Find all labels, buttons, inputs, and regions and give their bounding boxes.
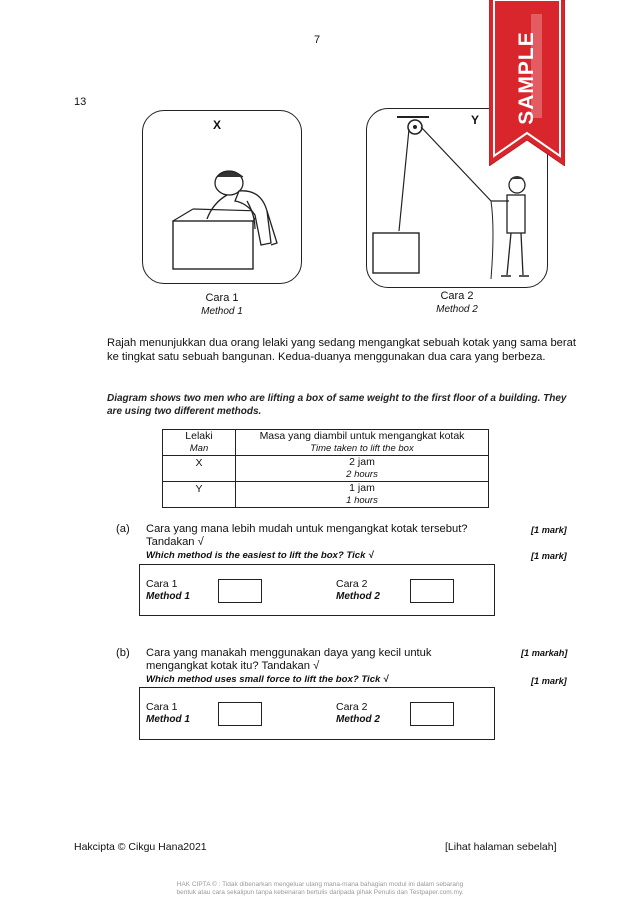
part-a-mark: [1 mark] [531, 525, 567, 535]
part-a-option-1-checkbox[interactable] [218, 579, 262, 603]
part-a-option-2-checkbox[interactable] [410, 579, 454, 603]
table-header-row [163, 430, 489, 456]
part-a-label: (a) [116, 523, 130, 535]
table-row [163, 456, 489, 482]
figure-panel-x [142, 110, 302, 284]
part-b-option-2-checkbox[interactable] [410, 702, 454, 726]
part-b-question-en: Which method uses small force to lift the box? Tick √ [146, 674, 389, 685]
figure-x-label: X [213, 118, 222, 132]
part-a-option-1-label: Cara 1 Method 1 [146, 578, 190, 602]
figure-x-caption: Cara 1 Method 1 [201, 292, 243, 317]
part-b-label: (b) [116, 647, 130, 659]
part-b-mark-en: [1 mark] [531, 676, 567, 686]
part-b-question: Cara yang manakah menggunakan daya yang kecil untuk mengangkat kotak itu? Tandakan √ [146, 647, 432, 672]
header-time: Masa yang diambil untuk mengangkat kotak Time taken to lift the box [236, 430, 489, 456]
cell-time: 2 jam 2 hours [236, 456, 489, 482]
page-number: 7 [314, 34, 321, 46]
next-page-text: [Lihat halaman sebelah] [445, 841, 557, 853]
copyright-text: Hakcipta © Cikgu Hana2021 [74, 841, 207, 853]
sample-watermark [489, 0, 565, 166]
part-a-answer-box [139, 564, 495, 616]
part-a-option-2-label: Cara 2 Method 2 [336, 578, 380, 602]
time-table [162, 429, 489, 508]
sample-watermark-text: SAMPLE [515, 31, 538, 125]
fine-print: HAK CIPTA © : Tidak dibenarkan mengeluar ulang mana-mana bahagian modul ini dalam sebarang bentuk atau cara sekalipun tanpa kebenaran bertulis daripada pihak Penulis dan Testpaper.com.my. [176, 881, 464, 896]
intro-text-en: Diagram shows two men who are lifting a box of same weight to the first floor of a building. They are using two different methods. [107, 393, 567, 417]
part-a-question-en: Which method is the easiest to lift the box? Tick √ [146, 550, 374, 561]
part-b-mark: [1 markah] [521, 648, 568, 658]
header-man: Lelaki Man [163, 430, 236, 456]
part-a-mark-en: [1 mark] [531, 551, 567, 561]
figure-y-label: Y [471, 113, 480, 127]
intro-text: Rajah menunjukkan dua orang lelaki yang sedang mengangkat sebuah kotak yang sama berat ke tingkat satu sebuah bangunan. Kedua-duanya menggunakan dua cara yang berbeza. [107, 337, 576, 363]
question-number: 13 [74, 96, 87, 108]
table-row [163, 482, 489, 508]
cell-time: 1 jam 1 hours [236, 482, 489, 508]
cell-man: X [163, 456, 236, 482]
part-b-option-2-label: Cara 2 Method 2 [336, 701, 380, 725]
cell-man: Y [163, 482, 236, 508]
part-b-option-1-label: Cara 1 Method 1 [146, 701, 190, 725]
figure-y-caption: Cara 2 Method 2 [436, 290, 478, 315]
part-b-answer-box [139, 687, 495, 740]
man-lifting-box-illustration [143, 111, 301, 283]
part-b-option-1-checkbox[interactable] [218, 702, 262, 726]
part-a-question: Cara yang mana lebih mudah untuk mengangkat kotak tersebut? Tandakan √ [146, 523, 468, 548]
